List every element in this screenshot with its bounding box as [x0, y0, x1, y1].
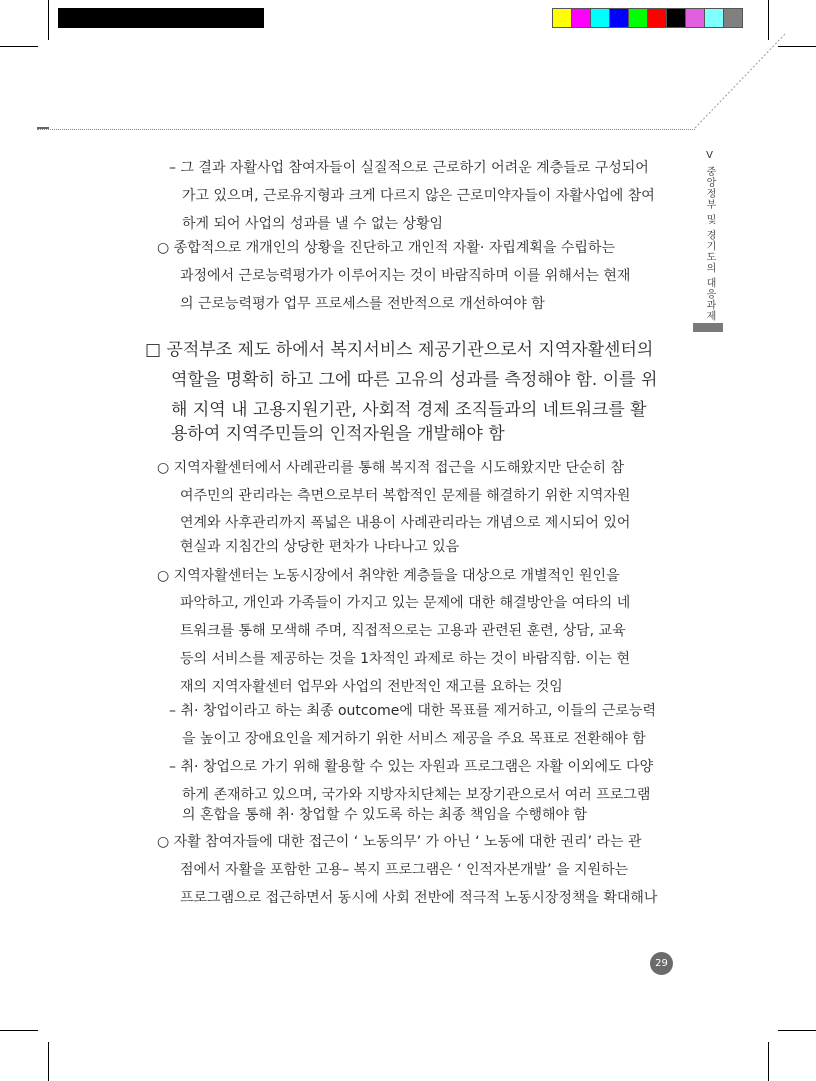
color-swatch: [590, 8, 610, 28]
section-heading-line: □ 공적부조 제도 하에서 복지서비스 제공기관으로서 지역자활센터의: [145, 340, 654, 360]
text-line: 트워크를 통해 모색해 주며, 직접적으로는 고용과 관련된 훈련, 상담, 교육: [180, 623, 626, 639]
text-line: 과정에서 근로능력평가가 이루어지는 것이 바람직하며 이를 위해서는 현재: [180, 268, 631, 284]
header-diagonal-guide: [690, 30, 790, 132]
text-line: 파악하고, 개인과 가족들이 가지고 있는 문제에 대한 해결방안을 여타의 네: [180, 595, 631, 611]
text-line: 을 높이고 장애요인을 제거하기 위한 서비스 제공을 주요 목표로 전환해야 함: [182, 731, 646, 747]
text-line: 하게 존재하고 있으며, 국가와 지방자치단체는 보장기관으로서 여러 프로그램: [182, 787, 651, 803]
section-heading-line: 용하여 지역주민들의 인적자원을 개발해야 함: [171, 424, 505, 444]
text-line: 하게 되어 사업의 성과를 낼 수 없는 상황임: [182, 216, 444, 232]
crop-mark: [0, 46, 38, 47]
color-swatch: [571, 8, 591, 28]
text-line: ○ 자활 참여자들에 대한 접근이 ‘ 노동의무’ 가 아닌 ‘ 노동에 대한 권리’ 라는 관: [157, 834, 642, 850]
text-line: 의 혼합을 통해 취· 창업할 수 있도록 하는 최종 책임을 수행해야 함: [182, 807, 588, 823]
color-swatch: [609, 8, 629, 28]
crop-mark: [778, 1030, 816, 1031]
chapter-label: Ⅴ 중앙정부 및 경기도의 대응과제: [704, 150, 715, 322]
color-swatch: [647, 8, 667, 28]
text-line: – 취· 창업이라고 하는 최종 outcome에 대한 목표를 제거하고, 이들의 근로능력: [169, 703, 656, 719]
color-swatch: [552, 8, 572, 28]
color-swatch: [685, 8, 705, 28]
color-calibration-strip: [553, 8, 743, 28]
text-line: 점에서 자활을 포함한 고용– 복지 프로그램은 ‘ 인적자본개발’ 을 지원하는: [180, 862, 629, 878]
text-line: ○ 종합적으로 개개인의 상황을 진단하고 개인적 자활· 자립계획을 수립하는: [157, 240, 615, 256]
section-heading-line: 해 지역 내 고용지원기관, 사회적 경제 조직들과의 네트워크를 활: [171, 400, 647, 420]
text-line: 등의 서비스를 제공하는 것을 1차적인 과제로 하는 것이 바람직함. 이는 현: [180, 651, 631, 667]
color-swatch: [628, 8, 648, 28]
print-registration-bar: [58, 8, 264, 28]
color-swatch: [666, 8, 686, 28]
chapter-marker: [693, 323, 723, 332]
text-line: 여주민의 관리라는 측면으로부터 복합적인 문제를 해결하기 위한 지역자원: [180, 488, 631, 504]
text-line: 가고 있으며, 근로유지형과 크게 다르지 않은 근로미약자들이 자활사업에 참여: [182, 188, 655, 204]
section-heading-line: 역할을 명확히 하고 그에 따른 고유의 성과를 측정해야 함. 이를 위: [171, 370, 658, 390]
color-swatch: [723, 8, 743, 28]
crop-mark: [48, 0, 49, 40]
text-line: 의 근로능력평가 업무 프로세스를 전반적으로 개선하여야 함: [180, 296, 545, 312]
crop-mark: [0, 1030, 38, 1031]
page-number: 29: [650, 952, 673, 975]
text-line: 현실과 지침간의 상당한 편차가 나타나고 있음: [180, 539, 460, 555]
text-line: 재의 지역자활센터 업무와 사업의 전반적인 재고를 요하는 것임: [180, 679, 563, 695]
color-swatch: [704, 8, 724, 28]
header-guide-line: [37, 129, 695, 130]
text-line: ○ 지역자활센터에서 사례관리를 통해 복지적 접근을 시도해왔지만 단순히 참: [157, 460, 625, 476]
text-line: 프로그램으로 접근하면서 동시에 사회 전반에 적극적 노동시장정책을 확대해나: [180, 890, 658, 906]
text-line: – 취· 창업으로 가기 위해 활용할 수 있는 자원과 프로그램은 자활 이외에도 다양: [169, 759, 654, 775]
text-line: – 그 결과 자활사업 참여자들이 실질적으로 근로하기 어려운 계층들로 구성되어: [169, 160, 649, 176]
header-guide-tick: [37, 127, 49, 129]
crop-mark: [48, 1042, 49, 1081]
crop-mark: [768, 1042, 769, 1081]
text-line: 연계와 사후관리까지 폭넓은 내용이 사례관리라는 개념으로 제시되어 있어: [180, 515, 631, 531]
text-line: ○ 지역자활센터는 노동시장에서 취약한 계층들을 대상으로 개별적인 원인을: [157, 568, 620, 584]
